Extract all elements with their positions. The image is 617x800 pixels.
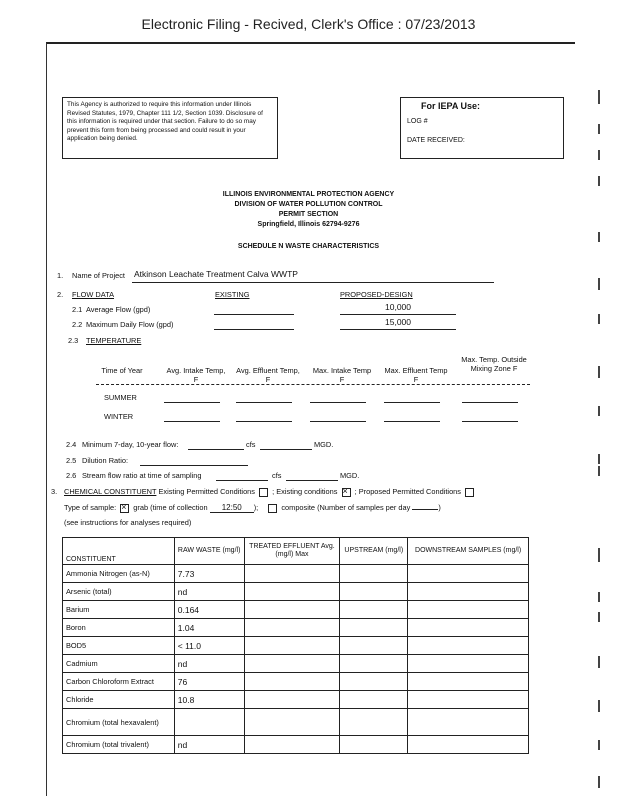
temperature-label: TEMPERATURE <box>86 336 142 345</box>
min-7day-flow-label: Minimum 7-day, 10-year flow: <box>82 440 179 449</box>
raw-waste-value[interactable]: 7.73 <box>174 565 244 583</box>
upstream-cell[interactable] <box>340 601 408 619</box>
composite-checkbox[interactable] <box>268 504 277 513</box>
table-row <box>63 637 529 655</box>
treated-effluent-cell[interactable] <box>244 637 340 655</box>
constituent-name: Cadmium <box>63 655 175 673</box>
winter-label: WINTER <box>104 412 134 421</box>
treated-effluent-cell[interactable] <box>244 619 340 637</box>
upstream-cell[interactable] <box>340 637 408 655</box>
proposed-permitted-label: Proposed Permitted Conditions <box>358 487 461 496</box>
downstream-cell[interactable] <box>408 673 529 691</box>
raw-waste-value[interactable] <box>174 709 244 736</box>
winter-avg-effluent-field[interactable] <box>236 421 292 422</box>
raw-waste-value[interactable]: nd <box>174 583 244 601</box>
section-name: PERMIT SECTION <box>278 211 339 218</box>
avg-intake-header: Avg. Intake Temp, F <box>166 366 226 384</box>
temperature-header-rule <box>96 384 530 385</box>
table-row <box>63 655 529 673</box>
authorization-notice: This Agency is authorized to require this information under Illinois Revised Statutes, 1979, Chapter 111 1/2, Section 1039. Disclosure of this information is required under that section. Failure to do so may prevent this form from being processed and could result in your application being denied. <box>62 97 278 159</box>
treated-effluent-cell[interactable] <box>244 601 340 619</box>
treated-effluent-cell[interactable] <box>244 565 340 583</box>
grab-label: grab (time of collection <box>133 503 208 512</box>
log-number-label: LOG # <box>407 118 428 125</box>
samples-per-day-field[interactable] <box>412 509 438 510</box>
upstream-cell[interactable] <box>340 709 408 736</box>
upstream-cell[interactable] <box>340 619 408 637</box>
raw-waste-value[interactable]: 0.164 <box>174 601 244 619</box>
summer-avg-intake-field[interactable] <box>164 402 220 403</box>
downstream-cell[interactable] <box>408 619 529 637</box>
average-flow-existing-field[interactable] <box>214 314 294 315</box>
summer-max-effluent-field[interactable] <box>384 402 440 403</box>
item-number: 3. <box>51 487 58 496</box>
constituent-header: CONSTITUENT <box>63 538 175 565</box>
table-row <box>63 736 529 754</box>
stream-flow-cfs-field[interactable] <box>216 480 268 481</box>
treated-effluent-cell[interactable] <box>244 736 340 754</box>
min-flow-cfs-field[interactable] <box>188 449 244 450</box>
downstream-cell[interactable] <box>408 583 529 601</box>
treated-effluent-cell[interactable] <box>244 709 340 736</box>
date-received-label: DATE RECEIVED: <box>407 137 465 144</box>
agency-address: Springfield, Illinois 62794-9276 <box>257 221 360 228</box>
cfs-unit: cfs <box>246 440 256 449</box>
iepa-use-title: For IEPA Use: <box>421 101 481 111</box>
item-number: 2.5 <box>66 456 77 465</box>
downstream-cell[interactable] <box>408 691 529 709</box>
downstream-header: DOWNSTREAM SAMPLES (mg/l) <box>408 538 529 565</box>
table-row <box>63 601 529 619</box>
downstream-cell[interactable] <box>408 736 529 754</box>
downstream-cell[interactable] <box>408 601 529 619</box>
composite-label: composite (Number of samples per day <box>281 503 411 512</box>
summer-max-intake-field[interactable] <box>310 402 366 403</box>
upstream-header: UPSTREAM (mg/l) <box>340 538 408 565</box>
constituent-name: Boron <box>63 619 175 637</box>
table-row <box>63 565 529 583</box>
downstream-cell[interactable] <box>408 655 529 673</box>
winter-max-intake-field[interactable] <box>310 421 366 422</box>
avg-effluent-header: Avg. Effluent Temp, F <box>236 366 300 384</box>
average-flow-proposed-value: 10,000 <box>385 302 411 312</box>
treated-effluent-header: TREATED EFFLUENT Avg. (mg/l) Max <box>244 538 340 565</box>
upstream-cell[interactable] <box>340 583 408 601</box>
max-flow-proposed-value: 15,000 <box>385 317 411 327</box>
time-of-year-header: Time of Year <box>101 366 143 375</box>
item-number: 2.2 <box>72 320 83 329</box>
summer-avg-effluent-field[interactable] <box>236 402 292 403</box>
item-number: 1. <box>57 271 64 280</box>
mgd-unit: MGD. <box>340 471 360 480</box>
winter-max-effluent-field[interactable] <box>384 421 440 422</box>
raw-waste-value[interactable]: 1.04 <box>174 619 244 637</box>
item-number: 2.3 <box>68 336 79 345</box>
project-name-label: Name of Project <box>72 271 125 280</box>
winter-avg-intake-field[interactable] <box>164 421 220 422</box>
proposed-design-header: PROPOSED-DESIGN <box>340 290 413 299</box>
division-name: DIVISION OF WATER POLLUTION CONTROL <box>234 201 383 208</box>
chemical-constituent-label: CHEMICAL CONSTITUENT <box>64 487 157 496</box>
table-header-row <box>63 538 529 565</box>
cfs-unit: cfs <box>272 471 282 480</box>
treated-effluent-cell[interactable] <box>244 583 340 601</box>
upstream-cell[interactable] <box>340 691 408 709</box>
table-row <box>63 583 529 601</box>
existing-permitted-checkbox[interactable] <box>259 488 268 497</box>
stream-flow-ratio-label: Stream flow ratio at time of sampling <box>82 471 202 480</box>
filing-stamp: Electronic Filing - Recived, Clerk's Office : 07/23/2013 <box>141 16 476 32</box>
item-number: 2.6 <box>66 471 77 480</box>
raw-waste-value[interactable]: 10.8 <box>174 691 244 709</box>
constituent-name: Chloride <box>63 691 175 709</box>
analyses-instructions: (see instructions for analyses required) <box>64 518 192 527</box>
treated-effluent-cell[interactable] <box>244 673 340 691</box>
downstream-cell[interactable] <box>408 637 529 655</box>
min-flow-mgd-field[interactable] <box>260 449 312 450</box>
summer-max-outside-field[interactable] <box>462 402 518 403</box>
constituent-name: Chromium (total hexavalent) <box>63 709 175 736</box>
schedule-title: SCHEDULE N WASTE CHARACTERISTICS <box>237 243 380 250</box>
project-name-line <box>132 282 494 283</box>
treated-effluent-cell[interactable] <box>244 655 340 673</box>
constituent-name: Arsenic (total) <box>63 583 175 601</box>
dilution-ratio-field[interactable] <box>140 465 248 466</box>
table-row <box>63 673 529 691</box>
existing-conditions-label: Existing conditions <box>276 487 338 496</box>
table-row <box>63 619 529 637</box>
upstream-cell[interactable] <box>340 673 408 691</box>
agency-name: ILLINOIS ENVIRONMENTAL PROTECTION AGENCY <box>222 191 395 198</box>
existing-conditions-checkbox[interactable] <box>342 488 351 497</box>
item-number: 2.1 <box>72 305 83 314</box>
existing-header: EXISTING <box>215 290 250 299</box>
raw-waste-value[interactable]: nd <box>174 655 244 673</box>
upstream-cell[interactable] <box>340 736 408 754</box>
max-daily-flow-label: Maximum Daily Flow (gpd) <box>86 320 174 329</box>
max-effluent-header: Max. Effluent Temp F <box>384 366 448 384</box>
item-number: 2.4 <box>66 440 77 449</box>
grab-checkbox[interactable] <box>120 504 129 513</box>
item-number: 2. <box>57 290 64 299</box>
downstream-cell[interactable] <box>408 709 529 736</box>
chemical-constituent-row: CHEMICAL CONSTITUENT Existing Permitted Conditions ; Existing conditions × ; Proposed Permitted Conditions <box>64 487 476 497</box>
upstream-cell[interactable] <box>340 565 408 583</box>
constituent-name: Barium <box>63 601 175 619</box>
raw-waste-value[interactable]: 76 <box>174 673 244 691</box>
table-row <box>63 691 529 709</box>
constituent-name: Ammonia Nitrogen (as-N) <box>63 565 175 583</box>
winter-max-outside-field[interactable] <box>462 421 518 422</box>
summer-label: SUMMER <box>104 393 137 402</box>
constituent-table <box>62 537 529 754</box>
raw-waste-value[interactable]: nd <box>174 736 244 754</box>
constituent-name: Carbon Chloroform Extract <box>63 673 175 691</box>
treated-effluent-cell[interactable] <box>244 691 340 709</box>
upstream-cell[interactable] <box>340 655 408 673</box>
project-name-value[interactable]: Atkinson Leachate Treatment Calva WWTP <box>134 269 298 279</box>
max-flow-existing-field[interactable] <box>214 329 294 330</box>
average-flow-proposed-field[interactable] <box>340 314 456 315</box>
table-row <box>63 709 529 736</box>
sample-type-row: Type of sample: × grab (time of collection 12:50 ); composite (Number of samples per day ) <box>64 503 441 513</box>
constituent-name: BOD5 <box>63 637 175 655</box>
dilution-ratio-label: Dilution Ratio: <box>82 456 129 465</box>
raw-waste-header: RAW WASTE (mg/l) <box>174 538 244 565</box>
sample-type-label: Type of sample: <box>64 503 117 512</box>
max-outside-mixing-header: Max. Temp. Outside Mixing Zone F <box>461 355 527 373</box>
existing-permitted-label: Existing Permitted Conditions <box>158 487 255 496</box>
raw-waste-value[interactable]: < 11.0 <box>174 637 244 655</box>
flow-data-label: FLOW DATA <box>72 290 115 299</box>
stream-flow-mgd-field[interactable] <box>286 480 338 481</box>
constituent-name: Chromium (total trivalent) <box>63 736 175 754</box>
max-intake-header: Max. Intake Temp F <box>312 366 372 384</box>
average-flow-label: Average Flow (gpd) <box>86 305 151 314</box>
proposed-permitted-checkbox[interactable] <box>465 488 474 497</box>
downstream-cell[interactable] <box>408 565 529 583</box>
max-flow-proposed-field[interactable] <box>340 329 456 330</box>
mgd-unit: MGD. <box>314 440 334 449</box>
iepa-use-box <box>400 97 564 159</box>
grab-time-field[interactable]: 12:50 <box>210 503 254 513</box>
